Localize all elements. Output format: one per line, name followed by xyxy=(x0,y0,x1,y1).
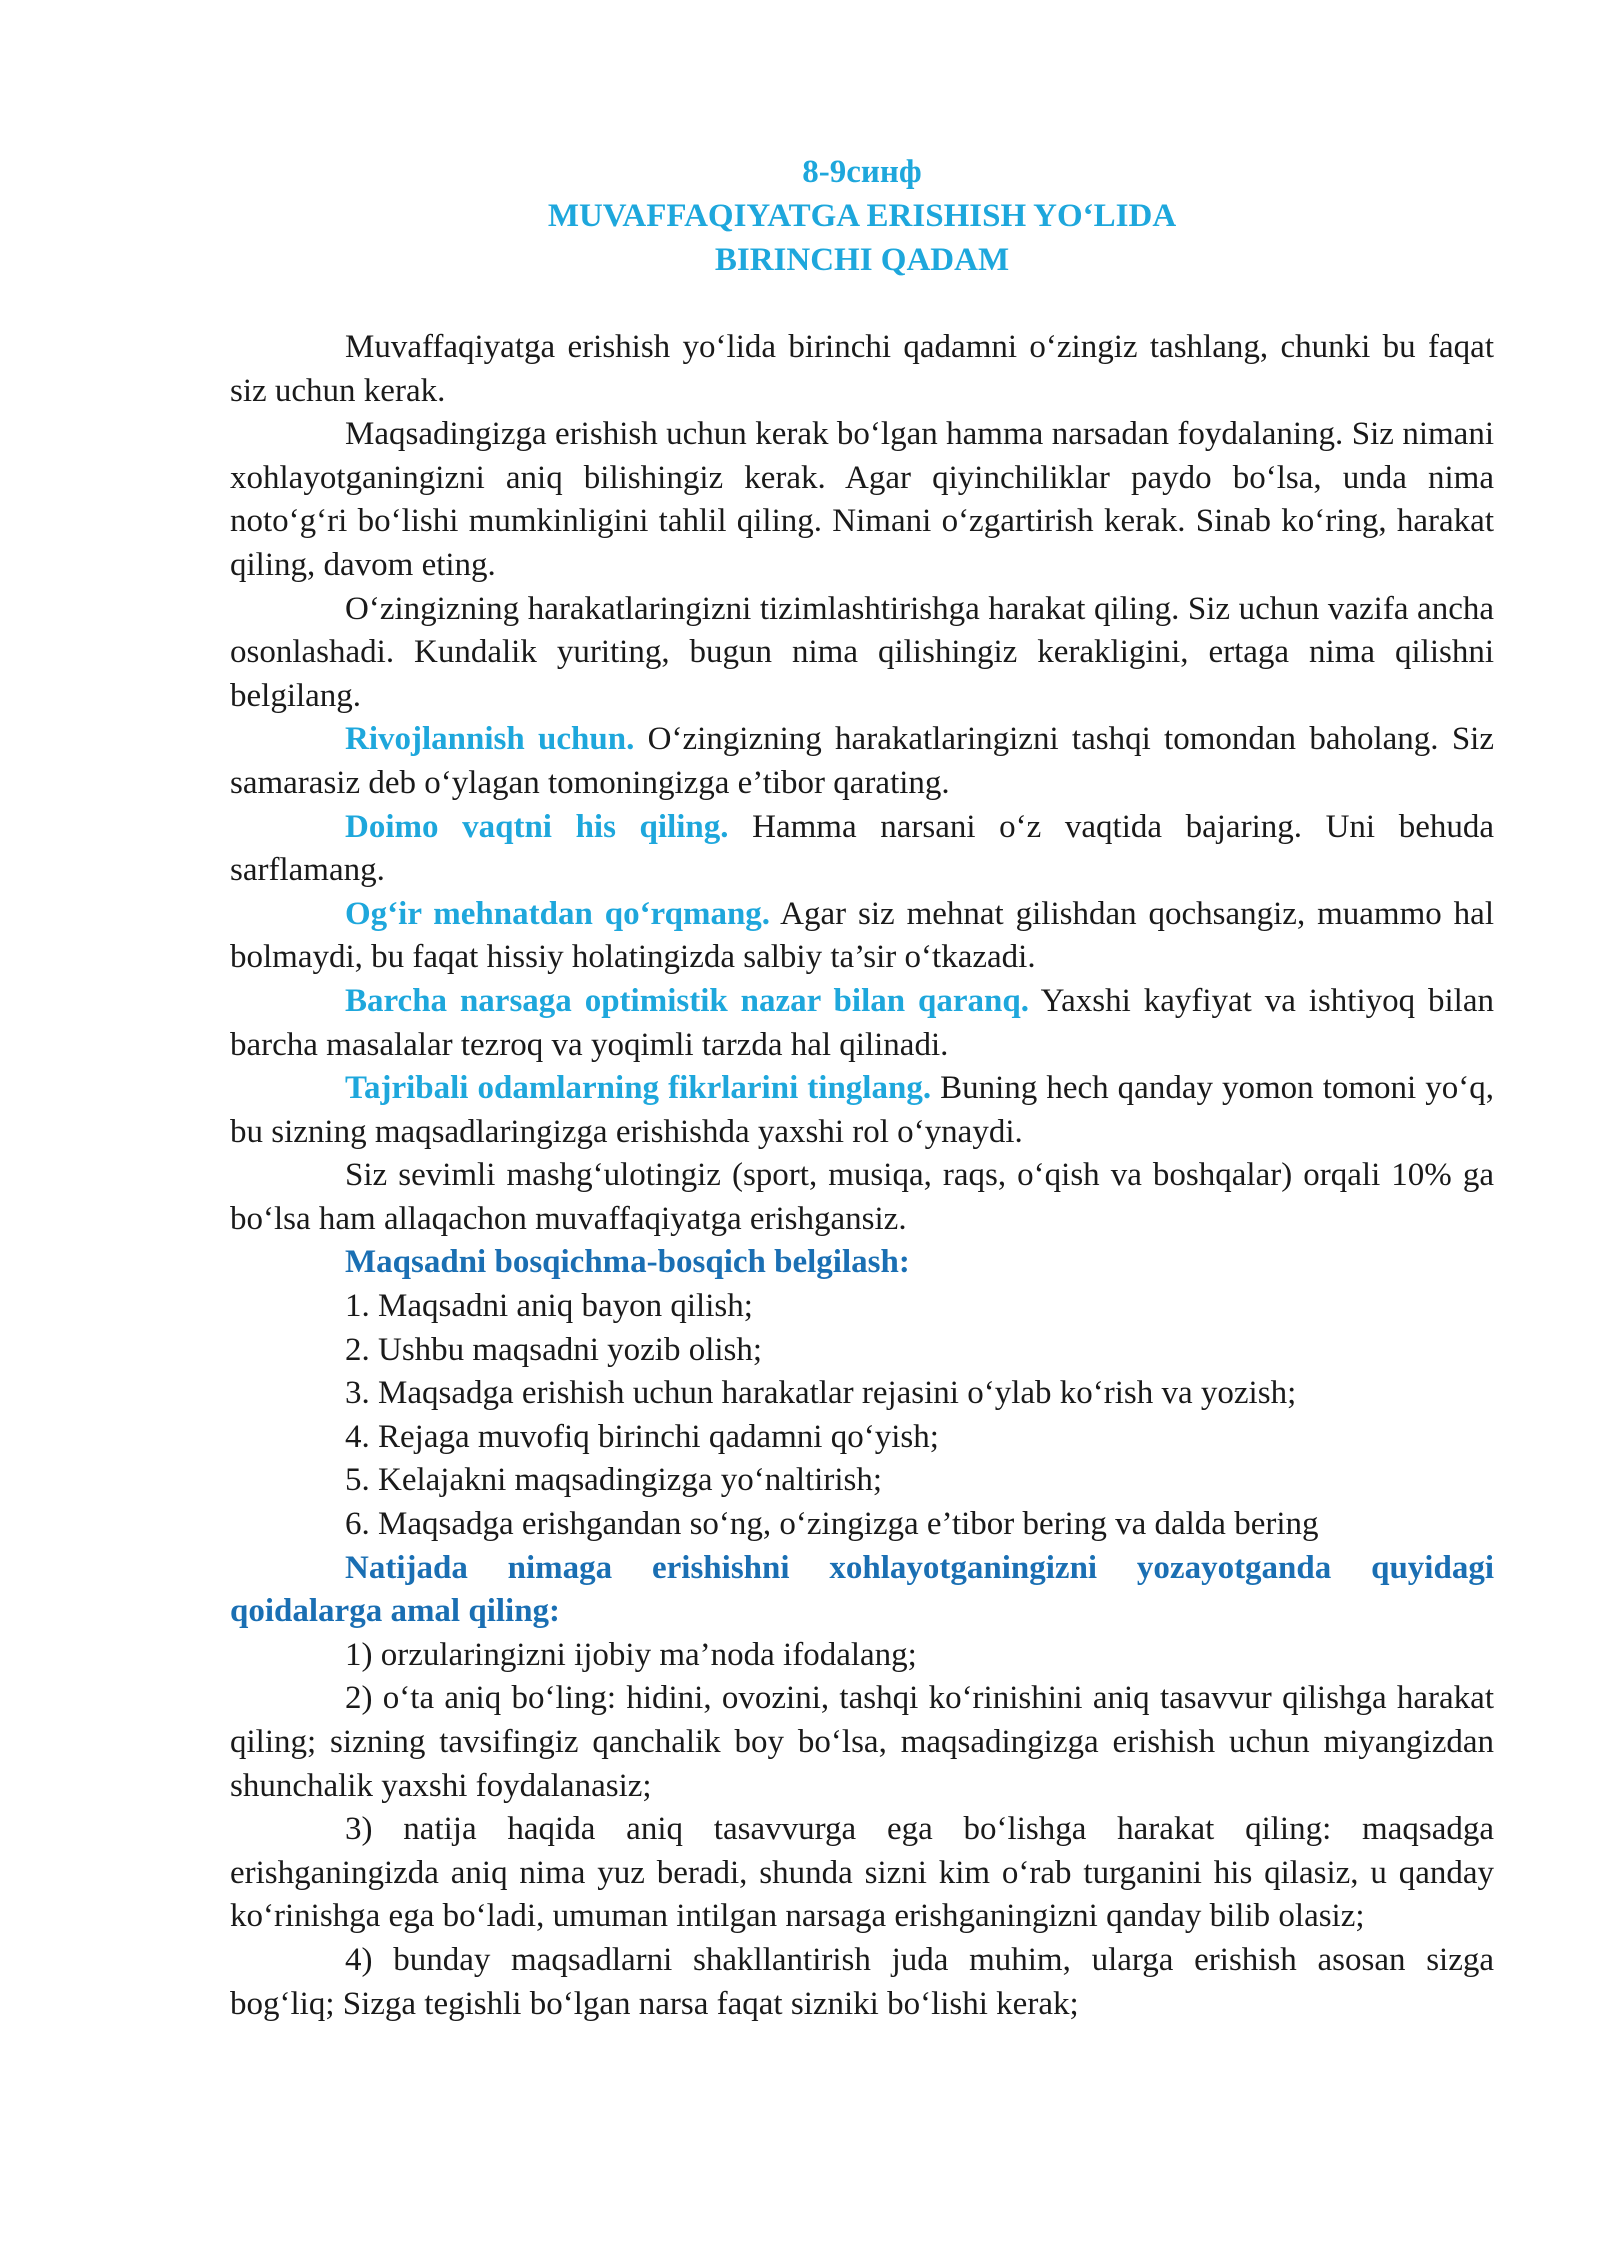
paragraph-text: Muvaffaqiyatga erishish yo‘lida birinchi qadamni o‘zingiz tashlang, chunki bu faqat siz uchun kerak. xyxy=(230,329,1494,409)
paragraph-text: Agar siz mehnat gilishdan qochsangiz, muammo hal bolmaydi, bu faqat hissiy holatingizda salbiy ta’sir o‘tkazadi. xyxy=(230,895,1494,976)
rule-item: 2) o‘ta aniq bo‘ling: hidini, ovozini, tashqi ko‘rinishini aniq tasavvur qilishga harakat qiling; sizning tavsifingiz qanchalik boy bo‘lsa, maqsadingizga erishish uchun miyangizdan shunchalik yaxshi foydalanasiz; xyxy=(230,1680,1494,1804)
paragraph-lead: Tajribali odamlarning fikrlarini tinglang. xyxy=(345,1070,932,1107)
rule-item: 3) natija haqida aniq tasavvurga ega bo‘lishga harakat qiling: maqsadga erishganingizda aniq nima yuz beradi, shunda sizni kim o‘rab turganini his qilasiz, u qanday ko‘rinishga ega bo‘ladi, umuman intilgan narsaga erishganingizni qanday bilib olasiz; xyxy=(230,1811,1494,1935)
paragraph-lead: Barcha narsaga optimistik nazar bilan qaranq. xyxy=(345,982,1029,1019)
paragraph-text: Buning hech qanday yomon tomoni yo‘q, bu sizning maqsadlaringizga erishishda yaxshi rol o‘ynaydi. xyxy=(230,1070,1494,1150)
paragraph xyxy=(230,1067,1494,1154)
paragraph-text: Maqsadingizga erishish uchun kerak bo‘lgan hamma narsadan foydalaning. Siz nimani xohlayotganingizni aniq bilishingiz kerak. Agar qiyinchiliklar paydo bo‘lsa, unda nima noto‘g‘ri bo‘lishi mumkinligini tahlil qiling. Nimani o‘zgartirish kerak. Sinab ko‘ring, harakat qiling, davom eting. xyxy=(230,416,1494,583)
paragraph-text: Yaxshi kayfiyat va ishtiyoq bilan barcha masalalar tezroq va yoqimli tarzda hal qilinadi. xyxy=(230,982,1494,1063)
step-item: 4. Rejaga muvofiq birinchi qadamni qo‘yish; xyxy=(345,1418,939,1455)
paragraph xyxy=(230,413,1494,587)
steps-heading: Maqsadni bosqichma-bosqich belgilash: xyxy=(345,1244,910,1281)
paragraph-text: O‘zingizning harakatlaringizni tizimlashtirishga harakat qiling. Siz uchun vazifa ancha osonlashadi. Kundalik yuriting, bugun nima qilishingiz kerakligini, ertaga nima qilishni belgilang. xyxy=(230,590,1494,714)
document-header xyxy=(230,150,1494,282)
step-item: 1. Maqsadni aniq bayon qilish; xyxy=(345,1288,753,1325)
step-item: 6. Maqsadga erishgandan so‘ng, o‘zingizga e’tibor bering va dalda bering xyxy=(345,1506,1319,1543)
paragraph xyxy=(230,718,1494,805)
document-body xyxy=(230,326,1494,2026)
rule-item: 4) bunday maqsadlarni shakllantirish juda muhim, ularga erishish asosan sizga bog‘liq; Sizga tegishli bo‘lgan narsa faqat sizniki bo‘lishi kerak; xyxy=(230,1941,1494,2022)
paragraph-lead: Rivojlannish uchun. xyxy=(345,721,635,758)
paragraph-text: Siz sevimli mashg‘ulotingiz (sport, musiqa, raqs, o‘qish va boshqalar) orqali 10% ga bo‘lsa ham allaqachon muvaffaqiyatga erishgansiz. xyxy=(230,1157,1494,1237)
paragraph xyxy=(230,588,1494,719)
paragraph xyxy=(230,893,1494,980)
title-line-2: BIRINCHI QADAM xyxy=(714,242,1010,278)
paragraph xyxy=(230,806,1494,893)
paragraph xyxy=(230,326,1494,413)
paragraph-lead: Og‘ir mehnatdan qo‘rqmang. xyxy=(345,895,771,932)
paragraph-lead: Doimo vaqtni his qiling. xyxy=(345,808,729,845)
rules-heading: Natijada nimaga erishishni xohlayotganingizni yozayotganda quyidagi qoidalarga amal qiling: xyxy=(230,1549,1494,1630)
grade-label: 8-9синф xyxy=(802,154,922,190)
rule-item: 1) orzularingizni ijobiy ma’noda ifodalang; xyxy=(345,1636,917,1673)
paragraph xyxy=(230,980,1494,1067)
paragraph-text: Hamma narsani o‘z vaqtida bajaring. Uni behuda sarflamang. xyxy=(230,808,1495,889)
step-item: 5. Kelajakni maqsadingizga yo‘naltirish; xyxy=(345,1462,883,1499)
paragraph-text: O‘zingizning harakatlaringizni tashqi tomondan baholang. Siz samarasiz deb o‘ylagan tomoningizga e’tibor qarating. xyxy=(230,721,1494,801)
title-line-1: MUVAFFAQIYATGA ERISHISH YO‘LIDA xyxy=(547,198,1177,234)
paragraph xyxy=(230,1154,1494,1241)
step-item: 2. Ushbu maqsadni yozib olish; xyxy=(345,1331,763,1368)
document-page xyxy=(230,150,1494,2026)
step-item: 3. Maqsadga erishish uchun harakatlar rejasini o‘ylab ko‘rish va yozish; xyxy=(345,1375,1297,1412)
